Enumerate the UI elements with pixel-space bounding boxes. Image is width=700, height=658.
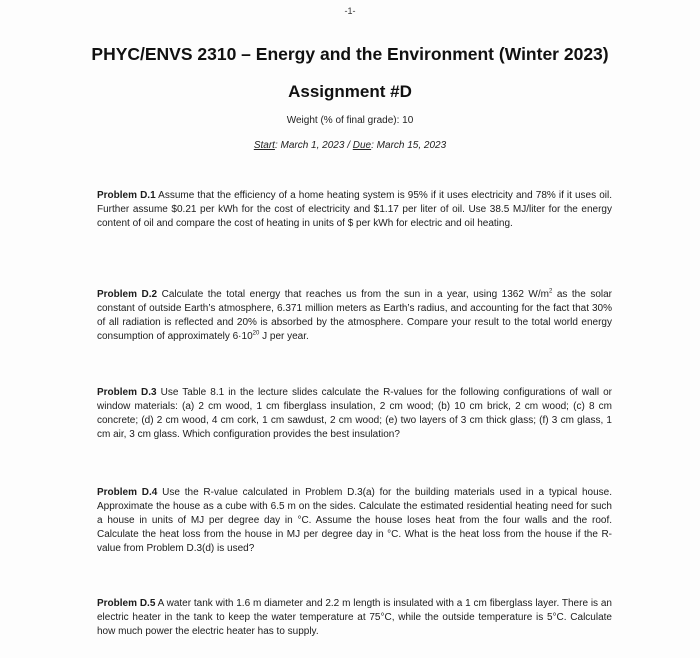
- start-label: Start: [253, 140, 275, 151]
- problem-text: A water tank with 1.6 m diameter and 2.2 m length is insulated with a 1 cm fiberglass layer. There is an electric heater in the tank to keep the water temperature at 75°C, while the outside temperature is 5°C. Calculate how much power the electric heater has to supply.: [97, 598, 612, 637]
- grade-weight: Weight (% of final grade): 10: [286, 115, 414, 126]
- due-label: Due: [352, 140, 372, 151]
- problem-text: J per year.: [259, 330, 309, 342]
- course-title: PHYC/ENVS 2310 – Energy and the Environment (Winter 2023): [91, 44, 609, 64]
- problem-text: as the solar constant of outside Earth’s atmosphere, 6.371 million meters as Earth’s radius, and accounting for the fact that 30% of all radiation is reflected and 20% is absorbed by the atmosphere. Compare your result to the total world energy consumption of approximately 6·10: [97, 289, 612, 342]
- problem-label: Problem D.3: [97, 387, 157, 398]
- problem-d4: [97, 486, 612, 556]
- problem-d1: [97, 189, 612, 231]
- problem-label: Problem D.1: [97, 190, 156, 201]
- problem-label: Problem D.4: [97, 487, 158, 498]
- problem-d5: [97, 597, 612, 639]
- problem-d2: [97, 288, 612, 344]
- due-date: : March 15, 2023: [371, 140, 447, 151]
- assignment-dates: [0, 140, 700, 151]
- problem-text: Calculate the total energy that reaches us from the sun in a year, using 1362 W/m: [157, 289, 549, 300]
- problem-d3: [97, 386, 612, 442]
- page-number: -1-: [344, 6, 356, 16]
- problem-label: Problem D.5: [97, 598, 156, 609]
- problem-text: Use Table 8.1 in the lecture slides calculate the R-values for the following configurations of wall or window materials: (a) 2 cm wood, 1 cm fiberglass insulation, 2 cm wood; (b) 10 cm brick, 2 cm wood; (c) 8 cm concrete; (d) 2 cm wood, 4 cm cork, 1 cm sawdust, 2 cm wood; (e) two layers of 3 cm thick glass; (f) 3 cm glass, 1 cm air, 3 cm glass. Which configuration provides the best insulation?: [97, 387, 613, 440]
- superscript: 20: [252, 330, 260, 337]
- superscript: 2: [548, 288, 553, 295]
- problem-text: Assume that the efficiency of a home heating system is 95% if it uses electricity and 78% if it uses oil. Further assume $0.21 per kWh for the cost of electricity and $1.17 per liter of oil. Use 38.5 MJ/liter for the energy content of oil and compare the cost of heating in units of $ per kWh for electric and oil heating.: [97, 190, 612, 229]
- problem-label: Problem D.2: [97, 289, 158, 300]
- start-date: : March 1, 2023 /: [274, 140, 353, 151]
- problem-text: Use the R-value calculated in Problem D.3(a) for the building materials used in a typical house. Approximate the house as a cube with 6.5 m on the sides. Calculate the estimated residential heating need for such a house in units of MJ per degree day in °C. Assume the house loses heat from the four walls and the roof. Calculate the heat loss from the house in MJ per degree day in °C. What is the heat loss from the house if the R-value from Problem D.3(d) is used?: [97, 487, 613, 554]
- assignment-title: Assignment #D: [288, 82, 412, 101]
